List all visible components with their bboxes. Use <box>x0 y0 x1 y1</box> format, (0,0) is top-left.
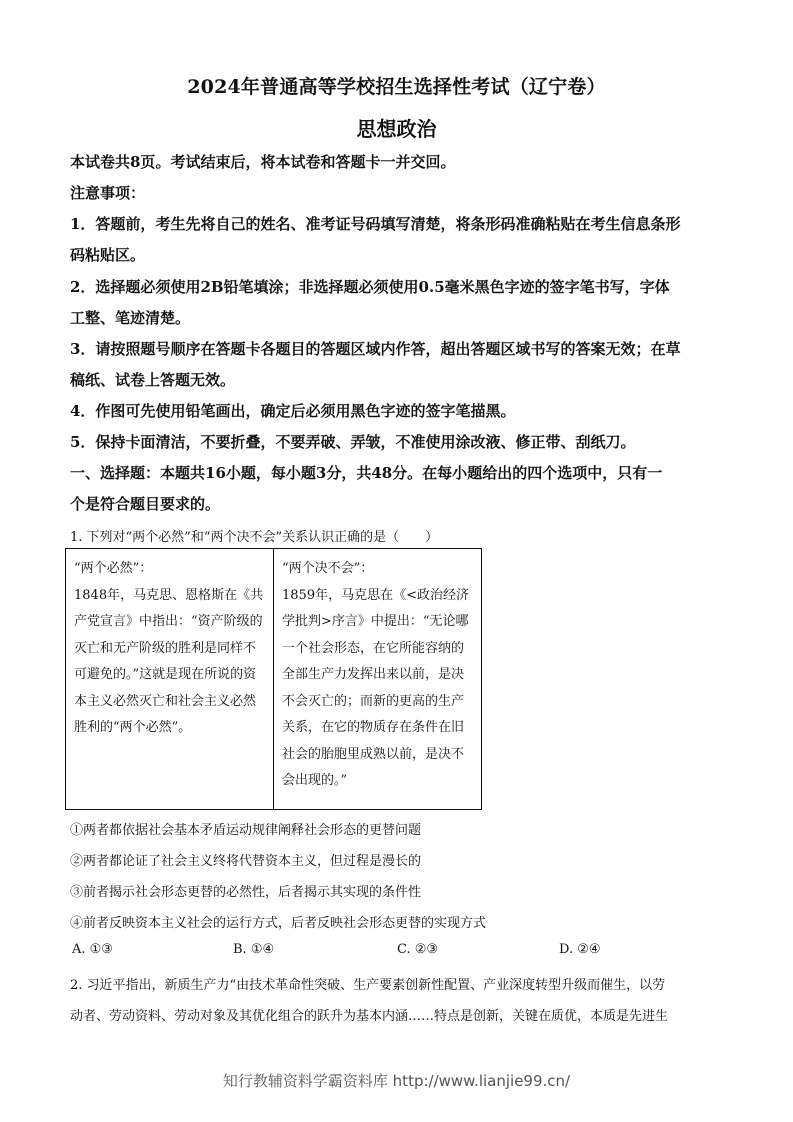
footer-watermark: 知行教辅资料学霸资料库 http://www.lianjie99.cn/ <box>222 1072 571 1090</box>
notice-heading: 注意事项： <box>70 184 146 202</box>
option-c[interactable]: C. ②③ <box>397 942 439 957</box>
question-2-line1: 2. 习近平指出，新质生产力“由技术革命性突破、生产要素创新性配置、产业深度转型升级而催生，以劳 <box>70 978 666 993</box>
statement-2: ②两者都论证了社会主义终将代替资本主义，但过程是漫长的 <box>70 854 422 869</box>
section-heading-line2: 个是符合题目要求的。 <box>70 495 221 513</box>
option-d[interactable]: D. ②④ <box>559 942 601 957</box>
exam-subject: 思想政治 <box>356 117 437 141</box>
statement-1: ①两者都依据社会基本矛盾运动规律阐释社会形态的更替问题 <box>70 823 422 838</box>
question-1-material-table <box>65 548 482 810</box>
notice-item-2-line1: 2．选择题必须使用2B铅笔填涂；非选择题必须使用0.5毫米黑色字迹的签字笔书写，字体 <box>70 278 670 296</box>
material-right-title: “两个决不会”： <box>282 561 374 576</box>
material-left-body: 1848年，马克思、恩格斯在《共产党宣言》中指出：“资产阶级的灭亡和无产阶级的胜利是同样不可避免的。”这就是现在所说的资本主义必然灭亡和社会主义必然胜利的“两个必然”。 <box>74 587 264 735</box>
material-left-title: “两个必然”： <box>74 561 153 576</box>
notice-item-3-line1: 3．请按照题号顺序在答题卡各题目的答题区域内作答，超出答题区域书写的答案无效；在草 <box>70 340 681 358</box>
option-b[interactable]: B. ①④ <box>233 942 275 957</box>
material-right-body: 1859年，马克思在《<政治经济学批判>序言》中提出：“无论哪一个社会形态，在它所能容纳的全部生产力发挥出来以前，是决不会灭亡的；而新的更高的生产关系，在它的物质存在条件在旧社会的胎胞里成熟以前，是决不会出现的。” <box>282 587 469 788</box>
notice-item-1-line1: 1．答题前，考生先将自己的姓名、准考证号码填写清楚，将条形码准确粘贴在考生信息条形 <box>70 215 681 233</box>
exam-title: 2024年普通高等学校招生选择性考试（辽宁卷） <box>187 76 606 98</box>
notice-item-1-line2: 码粘贴区。 <box>70 246 146 264</box>
option-a[interactable]: A. ①③ <box>72 942 113 957</box>
question-2-line2: 动者、劳动资料、劳动对象及其优化组合的跃升为基本内涵……特点是创新，关键在质优，本质是先进生 <box>70 1009 669 1024</box>
intro-text: 本试卷共8页。考试结束后，将本试卷和答题卡一并交回。 <box>70 153 456 171</box>
material-right-cell <box>274 549 482 810</box>
material-left-cell <box>66 549 274 810</box>
notice-item-4: 4．作图可先使用铅笔画出，确定后必须用黑色字迹的签字笔描黑。 <box>70 402 516 420</box>
notice-item-3-line2: 稿纸、试卷上答题无效。 <box>70 371 236 389</box>
notice-item-5: 5．保持卡面清洁，不要折叠，不要弄破、弄皱，不准使用涂改液、修正带、刮纸刀。 <box>70 433 636 451</box>
statement-4: ④前者反映资本主义社会的运行方式，后者反映社会形态更替的实现方式 <box>70 916 487 931</box>
question-1-stem: 1. 下列对“两个必然”和“两个决不会”关系认识正确的是（ ） <box>70 530 439 545</box>
notice-item-2-line2: 工整、笔迹清楚。 <box>70 309 191 327</box>
statement-3: ③前者揭示社会形态更替的必然性，后者揭示其实现的条件性 <box>70 885 422 900</box>
section-heading-line1: 一、选择题：本题共16小题，每小题3分，共48分。在每小题给出的四个选项中，只有一 <box>70 464 663 482</box>
